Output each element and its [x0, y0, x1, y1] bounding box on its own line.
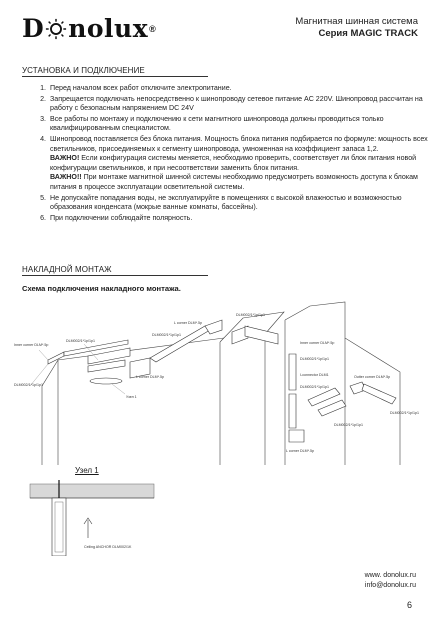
label-track: DLM002/1*1p/1p1: [152, 333, 181, 337]
track-segment: [289, 354, 296, 390]
label-track: DLM002/1*1p/1p1: [300, 357, 329, 361]
page-number: 6: [406, 600, 412, 610]
series-title: Серия MAGIC TRACK: [318, 28, 418, 39]
label-inner-corner: Inner corner DLM*.5p: [300, 341, 335, 345]
install-heading-rule: [22, 76, 208, 77]
track-segment: [289, 394, 296, 428]
label-l-corner: L corner DLM*.5p: [286, 449, 315, 453]
track-segment: [318, 400, 346, 416]
track-segment: [362, 384, 396, 404]
install-list: [22, 84, 440, 224]
left-wall-edge: [42, 360, 58, 465]
label-node: Узел 1: [126, 395, 137, 399]
surface-heading-rule: [22, 275, 208, 276]
install-item-2: 2. Запрещается подключать непосредственно к шинопроводу сетевое питание AC 220V. Шинопровод рассчитан на работу с безопасным напряжением DC 24V: [48, 95, 440, 114]
install-item-1: 1. Перед началом всех работ отключите электропитание.: [48, 84, 440, 94]
node-callout-ellipse: [90, 378, 122, 384]
label-l-corner: L corner DLM*.5p: [174, 321, 203, 325]
website[interactable]: www. donolux.ru: [364, 572, 416, 579]
track-segment: [48, 352, 64, 364]
install-item-3: 3. Все работы по монтажу и подключению к сети магнитного шинопровода должны проводиться только квалифицированным специалистом.: [48, 115, 440, 134]
warning-text-2: При монтаже магнитной шинной системы необходимо предусмотреть возможность доступа к блокам питания в процессе эксплуатации осветительной системы.: [50, 173, 418, 191]
connection-scheme-diagram: [0, 290, 440, 465]
logo-letter-d: D: [22, 14, 45, 43]
registered-mark: ®: [149, 23, 157, 34]
label-outer-corner: Outter corner DLM*.5p: [354, 375, 391, 379]
label-track: DLM002/1*1p/1p1: [14, 383, 43, 387]
node-detail-diagram: [22, 476, 162, 556]
node-label: Узел 1: [75, 466, 99, 475]
label-inner-corner: Inner corner DLM*.5p: [14, 343, 49, 347]
warning-label-2: ВАЖНО!!: [50, 173, 82, 182]
track-segment: [150, 326, 210, 362]
track-profile: [52, 498, 66, 556]
warning-text-1: Если конфигурация системы меняется, необходимо проверить, соответствует ли блок питания новой конфигурации светильников, и при несоответствии заменить блок питания.: [50, 154, 417, 172]
install-item-5: 5. Не допускайте попадания воды, не эксплуатируйте в помещениях с высокой влажностью и возможностью образования конденсата (мокрые ванные комнаты, бассейны).: [48, 194, 440, 213]
track-segment: [245, 326, 278, 344]
label-track: DLM002/1*1p/1p1: [390, 411, 419, 415]
brand-logo: [22, 14, 156, 43]
email[interactable]: info@donolux.ru: [364, 582, 416, 589]
arrow-up-icon: [84, 518, 92, 538]
label-track: DLM002/1*1p/1p1: [334, 423, 363, 427]
label-i-connector: I-connector DLM1: [300, 373, 329, 377]
install-item-4: 4. Шинопровод поставляется без блока питания. Мощность блока питания подбирается по формуле: мощность всех светильников, присоединяемых к сегменту шинопровода, умноженная на коэффициент запаса 1,2. ВАЖНО! Если конфигурация системы меняется, необходимо проверить, соответствует ли блок питания новой конфигурации светильников, и при несоответствии заменить блок питания. ВАЖНО!! При монтаже магнитной шинной системы необходимо предусмотреть возможность доступа к блокам питания в процессе эксплуатации осветительной системы.: [48, 135, 440, 193]
label-ceiling-anchor: Ceiling ANCHOR DLM002/1K: [84, 545, 132, 549]
surface-heading: НАКЛАДНОЙ МОНТАЖ: [22, 265, 112, 274]
track-segment: [289, 430, 304, 442]
system-title: Магнитная шинная система: [295, 16, 418, 27]
label-track: DLM002/1*1p/1p1: [300, 385, 329, 389]
label-l-corner: L corner DLM*.5p: [136, 375, 165, 379]
scheme-title: Схема подключения накладного монтажа.: [22, 284, 181, 293]
ceiling-slab: [30, 484, 154, 498]
logo-sun-icon: [45, 18, 67, 40]
label-track: DLM002/1*1p/1p1: [66, 339, 95, 343]
logo-text: nolux: [68, 14, 149, 43]
warning-label-1: ВАЖНО!: [50, 154, 80, 163]
label-track: DLM002/1*1p/1p1: [236, 313, 265, 317]
track-segment: [205, 320, 222, 334]
install-item-6: 6. При подключении соблюдайте полярность.: [48, 214, 440, 224]
install-heading: УСТАНОВКА И ПОДКЛЮЧЕНИЕ: [22, 66, 145, 75]
